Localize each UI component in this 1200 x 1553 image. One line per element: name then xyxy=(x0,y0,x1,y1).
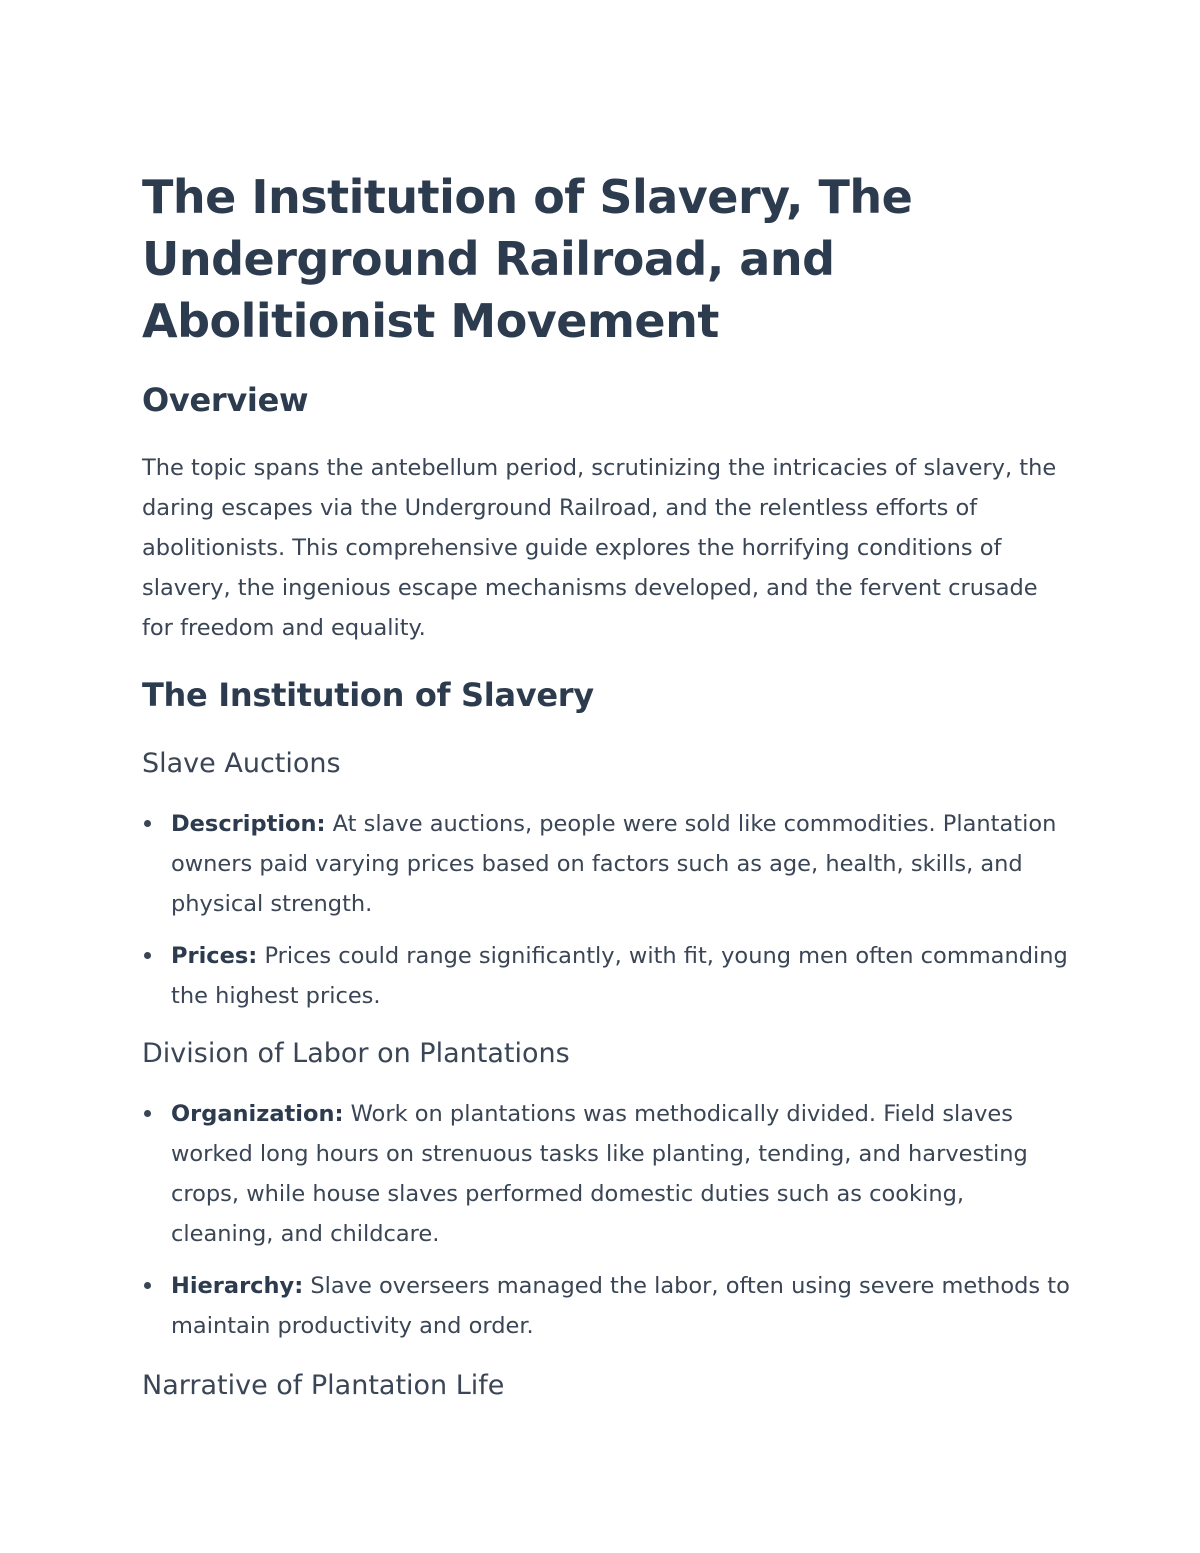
section-heading-institution: The Institution of Slavery xyxy=(142,676,594,714)
list-item-text: Prices could range significantly, with fit, young men often commanding the highest prices. xyxy=(171,943,1068,1009)
list-item-term: Hierarchy: xyxy=(171,1273,304,1299)
bullet-icon xyxy=(144,1282,151,1289)
list-item xyxy=(142,936,1072,1016)
bullet-icon xyxy=(144,1110,151,1117)
document-title: The Institution of Slavery, The Underground Railroad, and Abolitionist Movement xyxy=(142,170,913,348)
subsection-heading-division-of-labor: Division of Labor on Plantations xyxy=(142,1038,570,1069)
list-item xyxy=(142,1266,1072,1346)
overview-paragraph: The topic spans the antebellum period, scrutinizing the intricacies of slavery, the daring escapes via the Underground Railroad, and the relentless efforts of abolitionists. This comprehensive guide explores the horrifying conditions of slavery, the ingenious escape mechanisms developed, and the fervent crusade for freedom and equality. xyxy=(142,455,1057,641)
subsection-heading-narrative: Narrative of Plantation Life xyxy=(142,1370,505,1401)
subsection-heading-slave-auctions: Slave Auctions xyxy=(142,748,341,779)
list-item-text: At slave auctions, people were sold like commodities. Plantation owners paid varying prices based on factors such as age, health, skills, and physical strength. xyxy=(171,811,1057,917)
list-item-term: Organization: xyxy=(171,1101,344,1127)
division-of-labor-list xyxy=(142,1094,1072,1346)
list-item-term: Description: xyxy=(171,811,326,837)
list-item xyxy=(142,804,1072,924)
list-item-text: Slave overseers managed the labor, often using severe methods to maintain productivity and order. xyxy=(171,1273,1070,1339)
slave-auctions-list xyxy=(142,804,1072,1016)
bullet-icon xyxy=(144,952,151,959)
overview-heading: Overview xyxy=(142,381,309,419)
bullet-icon xyxy=(144,820,151,827)
list-item-text: Work on plantations was methodically divided. Field slaves worked long hours on strenuous tasks like planting, tending, and harvesting crops, while house slaves performed domestic duties such as cooking, cleaning, and childcare. xyxy=(171,1101,1028,1247)
list-item xyxy=(142,1094,1072,1254)
list-item-term: Prices: xyxy=(171,943,258,969)
